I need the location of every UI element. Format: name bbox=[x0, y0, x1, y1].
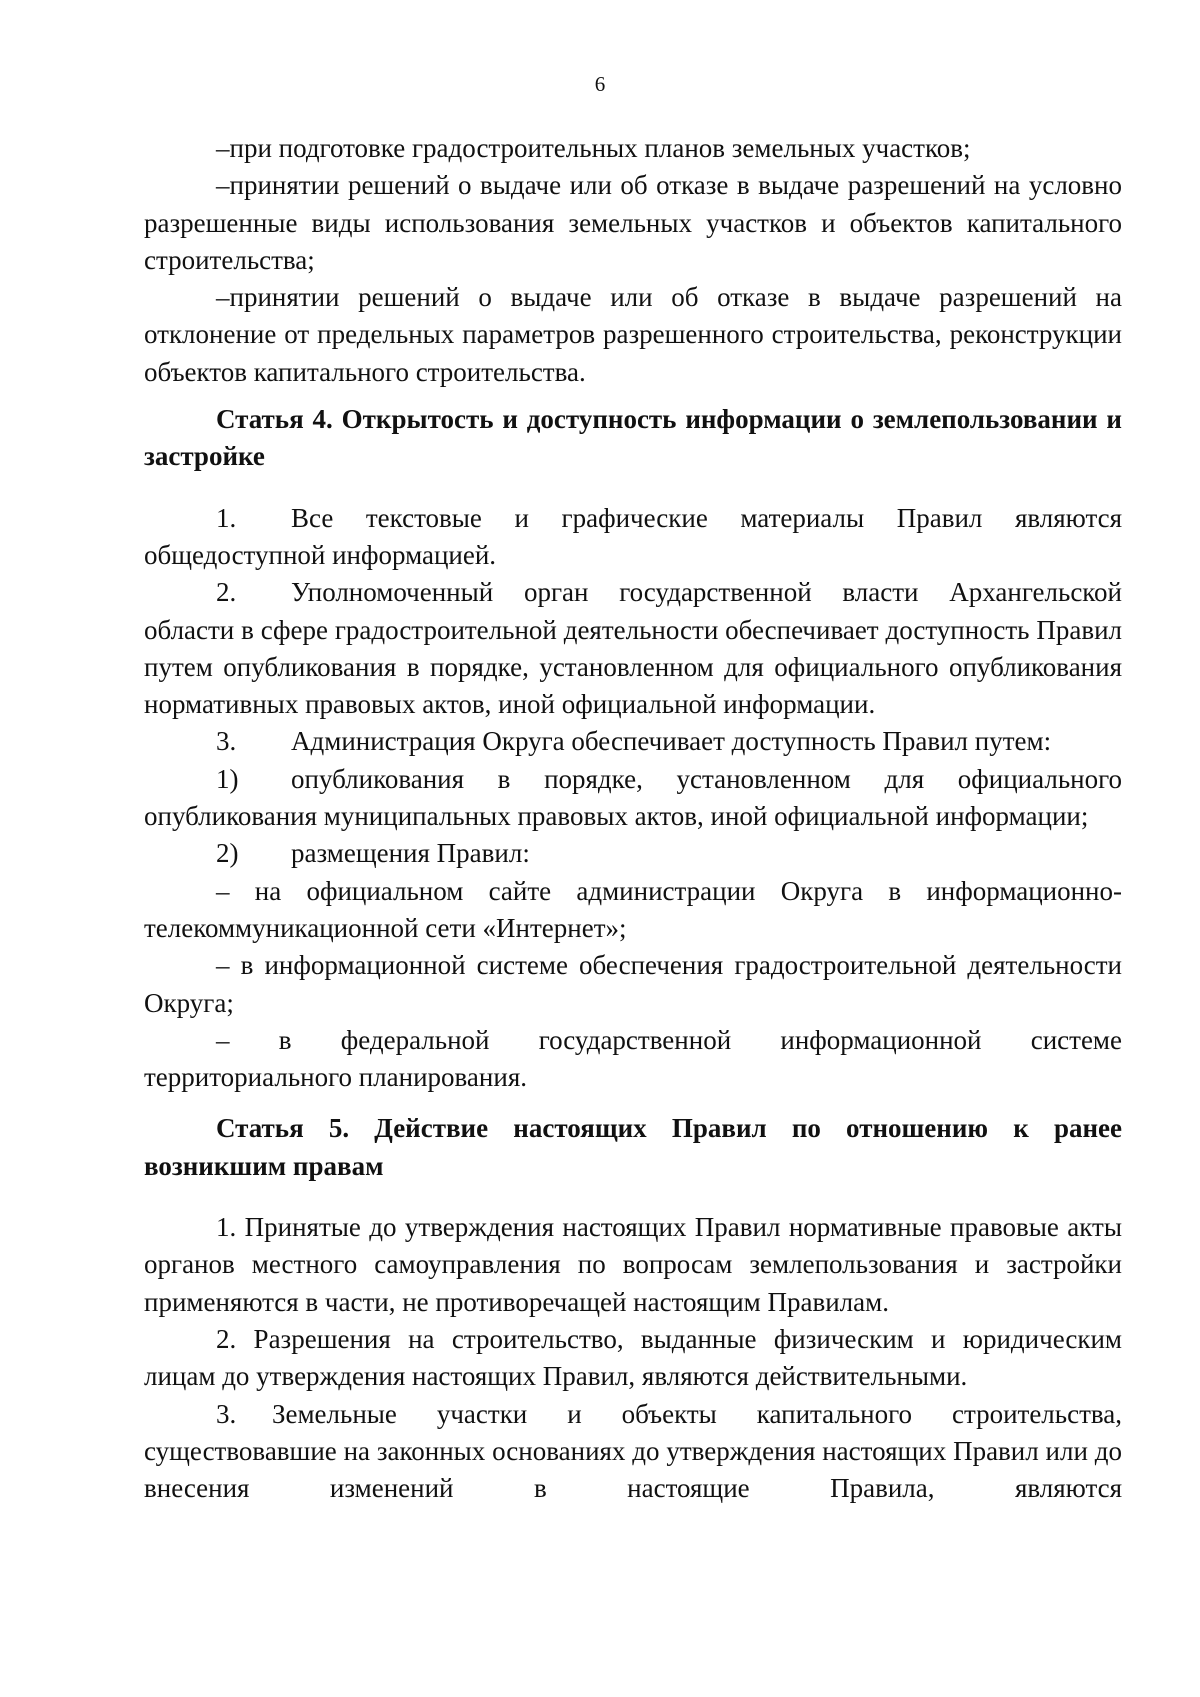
article-5-paragraph-2: 2. Разрешения на строительство, выданные физическим и юридическим лицам до утверждения настоящих Правил, являются действительными. bbox=[144, 1323, 1122, 1392]
paragraph-text: Уполномоченный орган государственной власти Архангельской области в сфере градостроительной деятельности обеспечивает доступность Правил путем опубликования в порядке, установленном для официального опубликования нормативных правовых актов, иной официальной информации. bbox=[144, 577, 1122, 720]
paragraph-text: Земельные участки и объекты капитального строительства, существовавшие на законных основаниях до утверждения настоящих Правил или до внесения изменений в настоящие Правила, являются bbox=[144, 1398, 1122, 1504]
article-4-paragraph-3 bbox=[144, 723, 1122, 760]
paragraph-number: 3. bbox=[216, 726, 237, 757]
subitem-text: опубликования в порядке, установленном для официального опубликования муниципальных правовых актов, иной официальной информации; bbox=[144, 763, 1122, 832]
list-item: – на официальном сайте администрации Округа в информационно-телекоммуникационной сети «Интернет»; bbox=[144, 875, 1122, 943]
article-5-paragraph-3 bbox=[144, 1396, 1122, 1508]
subitem-text: размещения Правил: bbox=[291, 838, 530, 869]
paragraph-number: 1. bbox=[216, 502, 237, 533]
list-item: –принятии решений о выдаче или об отказе в выдаче разрешений на отклонение от предельных параметров разрешенного строительства, реконструкции объектов капитального строительства. bbox=[144, 282, 1122, 387]
list-item: –при подготовке градостроительных планов земельных участков; bbox=[216, 133, 971, 163]
article-4-paragraph-2 bbox=[144, 574, 1122, 723]
article-4-subitem-2 bbox=[144, 835, 1122, 872]
paragraph-number: 3. bbox=[216, 1398, 237, 1429]
paragraph-number: 2. bbox=[216, 577, 237, 608]
paragraph-text: Администрация Округа обеспечивает доступность Правил путем: bbox=[291, 726, 1052, 757]
article-4-paragraph-1 bbox=[144, 500, 1122, 575]
article-5-heading: Статья 5. Действие настоящих Правил по отношению к ранее возникшим правам bbox=[144, 1113, 1122, 1181]
document-body bbox=[144, 130, 1122, 1507]
list-item: –принятии решений о выдаче или об отказе в выдаче разрешений на условно разрешенные виды использования земельных участков и объектов капитального строительства; bbox=[144, 170, 1122, 275]
article-4-heading: Статья 4. Открытость и доступность информации о землепользовании и застройке bbox=[144, 404, 1122, 472]
paragraph-text: Все текстовые и графические материалы Правил являются общедоступной информацией. bbox=[144, 502, 1122, 570]
article-4-subitem-1 bbox=[144, 761, 1122, 836]
subitem-number: 2) bbox=[216, 838, 239, 869]
list-item: – в федеральной государственной информационной системе территориального планирования. bbox=[144, 1024, 1122, 1093]
list-item: – в информационной системе обеспечения градостроительной деятельности Округа; bbox=[144, 950, 1122, 1018]
subitem-number: 1) bbox=[216, 763, 239, 794]
page-number: 6 bbox=[594, 72, 606, 96]
article-5-paragraph-1: 1. Принятые до утверждения настоящих Правил нормативные правовые акты органов местного самоуправления по вопросам землепользования и застройки применяются в части, не противоречащей настоящим Правилам. bbox=[144, 1212, 1122, 1317]
